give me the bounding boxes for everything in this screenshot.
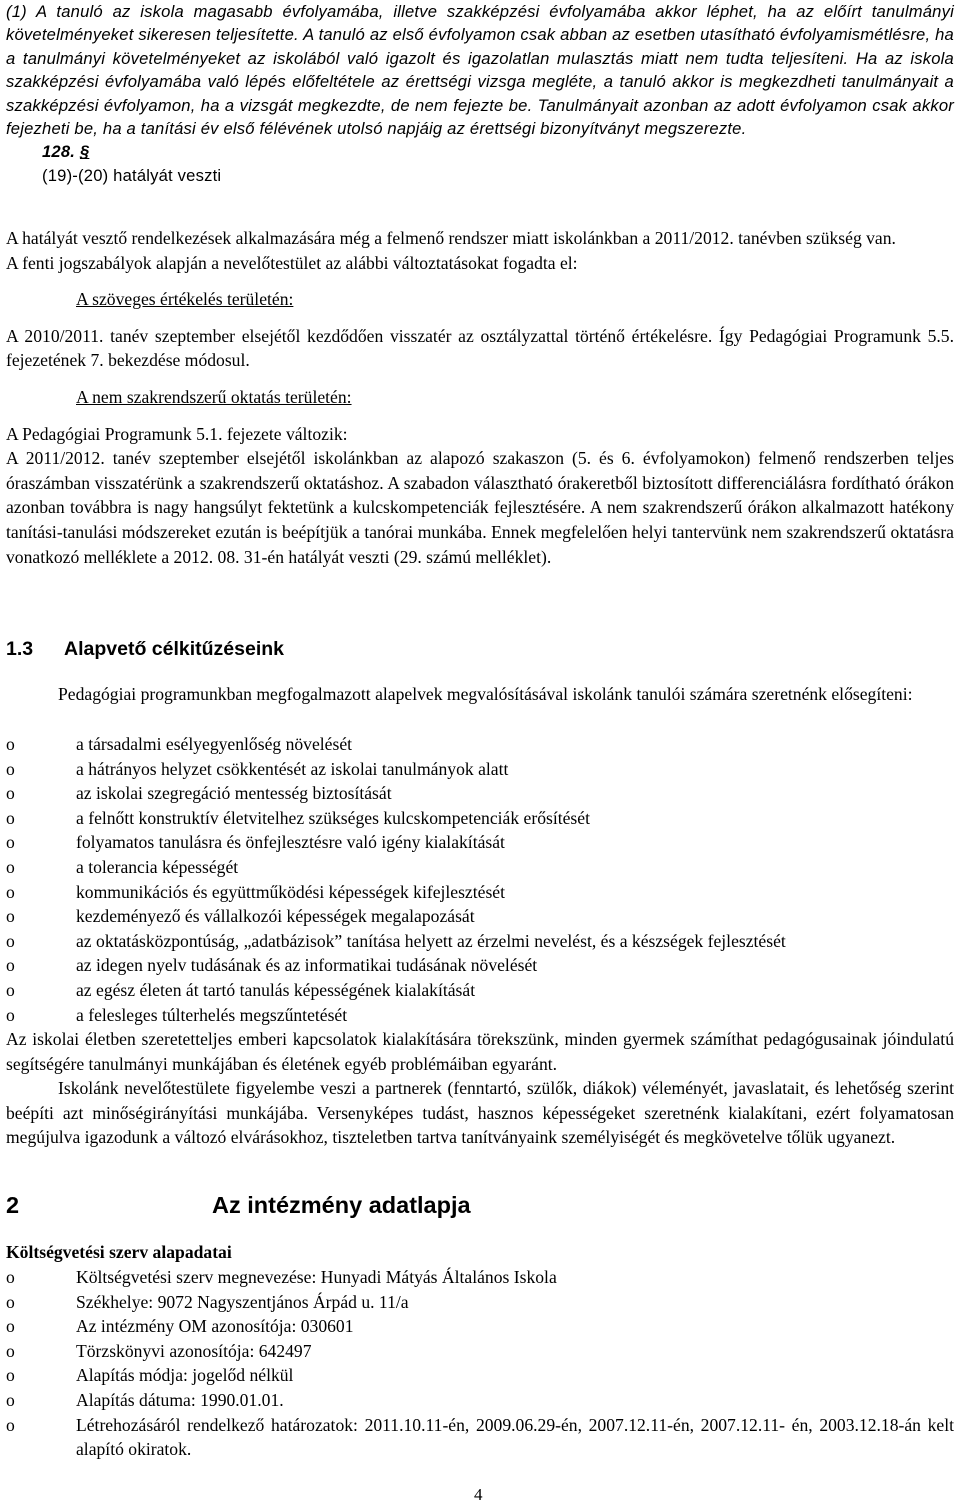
goal-item xyxy=(6,1003,954,1028)
bullet-marker: o xyxy=(6,906,15,927)
list-item-text: Létrehozásáról rendelkező határozatok: 2011.10.11-én, 2009.06.29-én, 2007.12.11-én, 2007.12.11- én, 2003.12.18-án kelt alapító okiratok. xyxy=(76,1414,954,1460)
intro-paragraph-3: A 2010/2011. tanév szeptember elsejétől kezdődően visszatér az osztályzattal történő értékelésre. Így Pedagógiai Programunk 5.5. fejezetének 7. bekezdése módosul. xyxy=(6,325,954,371)
heading-text-evaluation: A szöveges értékelés területén: xyxy=(76,289,294,310)
bullet-marker: o xyxy=(6,1414,15,1435)
intro-paragraph-4b: A 2011/2012. tanév szeptember elsejétől iskolánkban az alapozó szakaszon (5. és 6. évfolyamokon) felmenő rendszerben teljes óraszámban visszatérünk a szakrendszerű oktatáshoz. A szabadon választható órakeretből biztosított differenciálásra fordítható órákon azonban továbbra is nagy hangsúlyt fektetünk a kulcskompetenciák fejlesztésére. A nem szakrendszerű órákon alkalmazott hatékony tanítási-tanulási módszereket ezután is beépítjük a tanórai munkába. Ennek megfelelően helyi tantervünk nem szakrendszerű oktatásra vonatkozó melléklete a 2012. 08. 31-én hatályát veszti (29. számú melléklet). xyxy=(6,448,954,567)
section-1-3-heading xyxy=(6,638,284,661)
institution-item xyxy=(6,1290,954,1315)
institution-subheading: Költségvetési szerv alapadatai xyxy=(6,1242,232,1262)
section-title: Az intézmény adatlapja xyxy=(212,1192,471,1218)
law-repeal: (19)-(20) hatályát veszti xyxy=(42,165,222,185)
bullet-marker: o xyxy=(6,1365,15,1386)
goals-intro xyxy=(6,682,954,707)
goals-after xyxy=(6,1027,954,1150)
bullet-marker: o xyxy=(6,832,15,853)
intro-paragraph-1: A hatályát vesztő rendelkezések alkalmazására még a felmenő rendszer miatt iskolánkban a 2011/2012. tanévben szükség van. xyxy=(6,228,896,248)
bullet-marker: o xyxy=(6,881,15,902)
intro-block xyxy=(6,226,954,569)
bullet-marker: o xyxy=(6,734,15,754)
section-number: 1.3 xyxy=(6,638,34,660)
institution-subheading-block xyxy=(6,1240,954,1265)
list-item-text: Alapítás módja: jogelőd nélkül xyxy=(76,1365,294,1386)
bullet-marker: o xyxy=(6,979,15,1000)
goals-list xyxy=(6,732,954,1027)
bullet-marker: o xyxy=(6,856,15,877)
heading-non-systematic: A nem szakrendszerű oktatás területén: xyxy=(76,386,352,407)
list-item-text: Székhelye: 9072 Nagyszentjános Árpád u. 11/a xyxy=(76,1291,409,1312)
bullet-marker: o xyxy=(6,930,15,951)
institution-item xyxy=(6,1265,954,1290)
law-section-symbol: § xyxy=(79,142,90,162)
list-item-text: Alapítás dátuma: 1990.01.01. xyxy=(76,1389,284,1410)
list-item-text: a hátrányos helyzet csökkentését az iskolai tanulmányok alatt xyxy=(76,758,509,779)
goal-item xyxy=(6,978,954,1003)
bullet-marker: o xyxy=(6,1267,15,1287)
list-item-text: Költségvetési szerv megnevezése: Hunyadi Mátyás Általános Iskola xyxy=(76,1267,557,1287)
goals-after-paragraph-1: Az iskolai életben szeretetteljes emberi kapcsolatok kialakítására törekszünk, minden gyermek számíthat pedagógusainak jóindulatú segítségére tanulmányi munkájában és életének egyéb problémáiban egyaránt. xyxy=(6,1029,954,1074)
list-item-text: a felesleges túlterhelés megszűntetését xyxy=(76,1004,348,1025)
law-section-number: 128. xyxy=(42,142,76,162)
bullet-marker: o xyxy=(6,1316,15,1337)
goals-after-paragraph-2: Iskolánk nevelőtestülete figyelembe veszi a partnerek (fenntartó, szülők, diákok) véleményét, javaslatait, és lehetőség szerint beépíti azt minőségirányítási munkájába. Versenyképes tudást, hasznos képességeket szeretnénk kialakítani, ezért folyamatosan megújulva igazodunk a változó elvárásokhoz, tiszteletben tartva tanítványaink személyiségét és megkövetelve tőlük ugyanezt. xyxy=(6,1078,954,1148)
bullet-marker: o xyxy=(6,1004,15,1025)
law-paragraph: (1) A tanuló az iskola magasabb évfolyamába, illetve szakképzési évfolyamába akkor léphet, ha az előírt tanulmányi követelményeket sikeresen teljesítette. A tanuló az első évfolyamon csak abban az esetben utasítható évfolyamismétlésre, ha a tanulmányi követelményeket az iskolából való igazolt és igazolatlan mulasztás miatt nem tudta teljesíteni. Ha az iskola szakképzési évfolyamába való lépés előfeltétele az érettségi vizsga megléte, a tanuló akkor is megkezdheti tanulmányait a szakképzési évfolyamon, ha a vizsgát megkezdte, de nem fejezte be. Tanulmányait azonban az adott évfolyamon csak akkor fejezheti be, ha a tanítási év első félévének utolsó napjáig az érettségi bizonyítványt megszerezte. xyxy=(6,2,954,139)
institution-list xyxy=(6,1265,954,1462)
list-item-text: a tolerancia képességét xyxy=(76,856,239,877)
bullet-marker: o xyxy=(6,807,15,828)
bullet-marker: o xyxy=(6,1291,15,1312)
intro-paragraph-2: A fenti jogszabályok alapján a nevelőtestület az alábbi változtatásokat fogadta el: xyxy=(6,252,578,273)
goal-item xyxy=(6,855,954,880)
institution-item xyxy=(6,1413,954,1462)
bullet-marker: o xyxy=(6,783,15,804)
list-item-text: Az intézmény OM azonosítója: 030601 xyxy=(76,1316,354,1337)
list-item-text: az idegen nyelv tudásának és az informatikai tudásának növelését xyxy=(76,955,538,976)
institution-item xyxy=(6,1314,954,1339)
section-title: Alapvető célkitűzéseink xyxy=(64,638,285,660)
goal-item xyxy=(6,757,954,782)
goal-item xyxy=(6,781,954,806)
goal-item xyxy=(6,732,954,757)
bullet-marker: o xyxy=(6,1389,15,1410)
goal-item xyxy=(6,830,954,855)
goal-item xyxy=(6,904,954,929)
intro-paragraph-4a: A Pedagógiai Programunk 5.1. fejezete változik: xyxy=(6,423,348,444)
institution-item xyxy=(6,1363,954,1388)
page-number: 4 xyxy=(474,1485,483,1504)
list-item-text: a felnőtt konstruktív életvitelhez szükséges kulcskompetenciák erősítését xyxy=(76,807,590,828)
goals-intro-paragraph: Pedagógiai programunkban megfogalmazott alapelvek megvalósításával iskolánk tanulói számára szeretnénk elősegíteni: xyxy=(58,684,913,704)
list-item-text: a társadalmi esélyegyenlőség növelését xyxy=(76,734,353,754)
institution-item xyxy=(6,1388,954,1413)
goal-item xyxy=(6,806,954,831)
section-number: 2 xyxy=(6,1192,20,1218)
goal-item xyxy=(6,880,954,905)
bullet-marker: o xyxy=(6,1340,15,1361)
law-section-line xyxy=(6,140,954,163)
law-excerpt xyxy=(6,0,954,187)
list-item-text: kommunikációs és együttműködési képességek kifejlesztését xyxy=(76,881,505,902)
list-item-text: az egész életen át tartó tanulás képességének kialakítását xyxy=(76,979,476,1000)
section-2-heading xyxy=(6,1192,471,1219)
institution-item xyxy=(6,1339,954,1364)
list-item-text: kezdeményező és vállalkozói képességek megalapozását xyxy=(76,906,475,927)
list-item-text: az iskolai szegregáció mentesség biztosítását xyxy=(76,783,392,804)
bullet-marker: o xyxy=(6,758,15,779)
list-item-text: folyamatos tanulásra és önfejlesztésre való igény kialakítását xyxy=(76,832,505,853)
bullet-marker: o xyxy=(6,955,15,976)
list-item-text: az oktatásközpontúság, „adatbázisok” tanítása helyett az érzelmi nevelést, és a készségek fejlesztését xyxy=(76,930,786,951)
goal-item xyxy=(6,953,954,978)
goal-item xyxy=(6,929,954,954)
list-item-text: Törzskönyvi azonosítója: 642497 xyxy=(76,1340,312,1361)
